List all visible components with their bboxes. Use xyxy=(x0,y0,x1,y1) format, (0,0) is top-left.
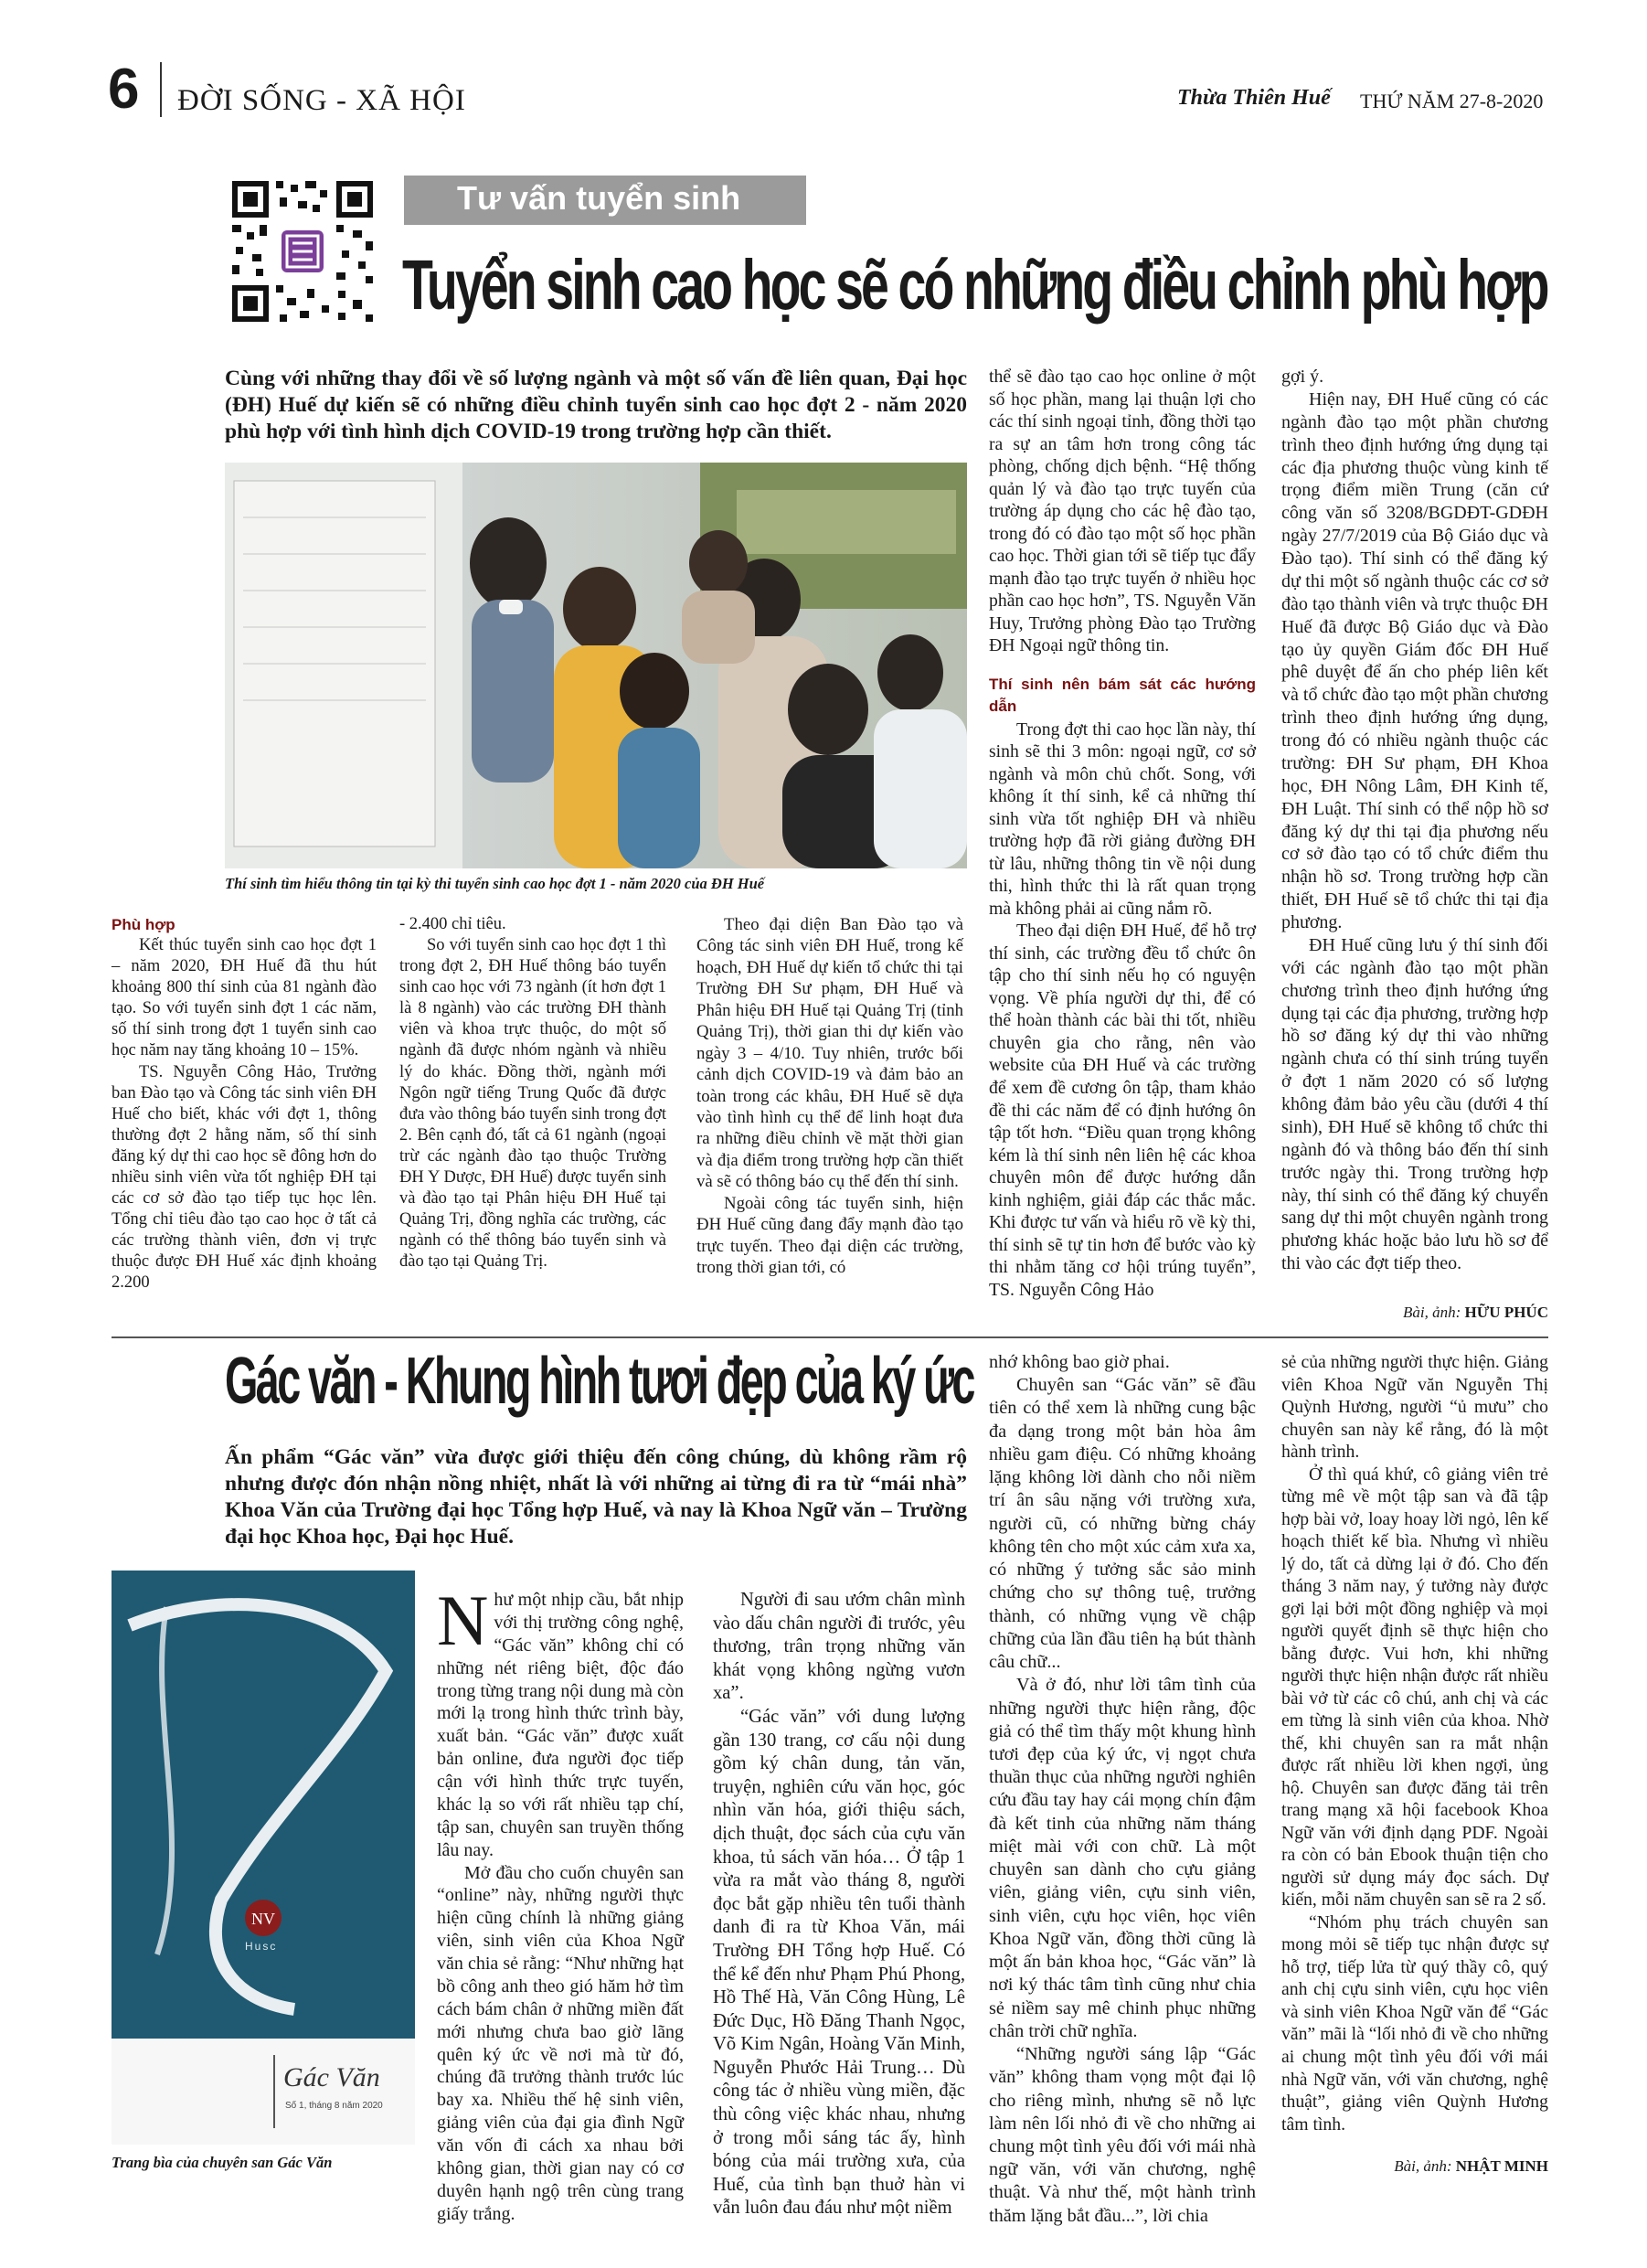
paragraph: So với tuyển sinh cao học đợt 1 thì trong đợt 2, ĐH Huế thông báo tuyển sinh cao học với 73 ngành (ít hơn đợt 1 là 8 ngành) vào các trường ĐH thành viên và khoa trực thuộc, do một số ngành đã được nhóm ngành và nhiều lý do khác. Đồng thời, ngành mới Ngôn ngữ tiếng Trung Quốc đã được đưa vào thông báo tuyển sinh trong đợt 2. Bên cạnh đó, tất cả 61 ngành (ngoại trừ các ngành đào tạo thuộc Trường ĐH Y Dược, ĐH Huế) được tuyển sinh và đào tạo tại Phân hiệu ĐH Huế tại Quảng Trị, đồng nghĩa các trường, các ngành có thể thông báo tuyển sinh và đào tạo tại Quảng Trị. xyxy=(399,936,666,1272)
article1-column-2 xyxy=(399,914,666,1272)
cover-illustration xyxy=(112,1571,415,2145)
article2-byline xyxy=(1281,2157,1548,2176)
article1-column-1 xyxy=(112,914,377,1294)
drop-cap: N xyxy=(437,1581,489,1660)
paragraph: Người đi sau ướm chân mình vào dấu chân người đi trước, yêu thương, trân trọng những văn khát vọng không ngừng vươn xa”. xyxy=(713,1590,965,1704)
paragraph: Trong đợt thi cao học lần này, thí sinh sẽ thi 3 môn: ngoại ngữ, cơ sở ngành và môn chủ chốt. Song, với không ít thí sinh, kể cả những thí sinh vừa tốt nghiệp ĐH và nhiều trường hợp đã rời giảng đường ĐH từ lâu, những thông tin về nội dung thi, hình thức thi là rất quan trọng mà không phải ai cũng nắm rõ. xyxy=(989,719,1256,919)
article2-column-4 xyxy=(1281,1351,1548,2135)
byline-author: NHẬT MINH xyxy=(1455,2157,1548,2175)
paragraph: sẻ của những người thực hiện. Giảng viên Khoa Ngữ văn Nguyễn Thị Quỳnh Hương, người “ủ mưu” cho chuyên san này kể rằng, đó là một hành trình. xyxy=(1281,1352,1548,1463)
issue-date: THỨ NĂM 27-8-2020 xyxy=(1360,90,1544,112)
qr-code-graphic xyxy=(228,177,377,325)
paragraph: nhớ không bao giờ phai. xyxy=(989,1352,1170,1372)
paragraph: Hiện nay, ĐH Huế cũng có các ngành đào tạo một phần chương trình theo định hướng ứng dụng tại các địa phương thuộc vùng kinh tế trọng điểm miền Trung (căn cứ công văn số 3208/BGDĐT-GDĐH ngày 27/7/2019 của Bộ Giáo dục và Đào tạo). Thí sinh có thể đăng ký dự thi một số ngành thuộc các cơ sở đào tạo thành viên và trực thuộc ĐH Huế đã được Bộ Giáo dục và Đào tạo ủy quyền Giám đốc ĐH Huế phê duyệt để ấn cho phép liên kết và tổ chức đào tạo một phần chương trình theo định hướng ứng dụng, trong đó có nhiều ngành thuộc các trường: ĐH Sư phạm, ĐH Khoa học, ĐH Nông Lâm, ĐH Kinh tế, ĐH Luật. Thí sinh có thể nộp hồ sơ đăng ký dự thi tại địa phương nếu cơ sở đào tạo có tổ chức điểm thu nhận hồ sơ. Trong trường hợp cần thiết, ĐH Huế sẽ tổ chức thi tại địa phương. xyxy=(1281,389,1548,932)
byline-label: Bài, ảnh: xyxy=(1403,1304,1461,1321)
article1-lead: Cùng với những thay đổi về số lượng ngành và một số vấn đề liên quan, Đại học (ĐH) Huế dự kiến sẽ có những điều chỉnh tuyển sinh cao học đợt 2 - năm 2020 phù hợp với tình hình dịch COVID-19 trong trường hợp cần thiết. xyxy=(225,367,967,443)
article1-column-4 xyxy=(989,366,1256,1301)
magazine-cover xyxy=(112,1571,415,2145)
paragraph: “Nhóm phụ trách chuyên san mong mỏi sẽ tiếp tục nhận được sự hỗ trợ, tiếp lửa từ quý thầy cô, quý anh chị cựu sinh viên, cựu học viên và sinh viên Khoa Ngữ văn để “Gác văn” mãi là “lối nhỏ đi về cho những ai chung một tình yêu đối với mái nhà Ngữ văn, với văn chương, nghệ thuật”, giảng viên Quỳnh Hương tâm tình. xyxy=(1281,1911,1548,2135)
paragraph: gợi ý. xyxy=(1281,367,1324,387)
header-divider xyxy=(160,62,162,117)
kicker-label: Tư vấn tuyển sinh xyxy=(457,179,741,217)
byline-author: HỮU PHÚC xyxy=(1464,1304,1548,1321)
article-separator xyxy=(112,1336,1548,1338)
paragraph: - 2.400 chỉ tiêu. xyxy=(399,915,506,933)
paragraph: thể sẽ đào tạo cao học online ở một số học phần, mang lại thuận lợi cho các thí sinh ngoại tỉnh, đồng thời tạo ra sự an tâm hơn trong công tác phòng, chống dịch bệnh. “Hệ thống quản lý và đào tạo trực tuyến của trường áp dụng cho các hệ đào tạo, trong đó có đào tạo một số học phần cao học. Thời gian tới sẽ tiếp tục đẩy mạnh đào tạo trực tuyến ở nhiều học phần cao học hơn”, TS. Nguyễn Văn Huy, Trưởng phòng Đào tạo Trường ĐH Ngoại ngữ thông tin. xyxy=(989,367,1256,656)
article1-photo xyxy=(225,463,967,868)
paragraph: Và ở đó, như lời tâm tình của những người thực hiện rằng, độc giả có thể tìm thấy một khung hình tươi đẹp của ký ức, vị ngọt chưa thuần thục của những người nghiên cứu đầu tay hay cái mọng chín đậm đà kết tinh của những năm tháng miệt mài với con chữ. Là một chuyên san dành cho cựu giảng viên, giảng viên, cựu sinh viên, sinh viên, cựu học viên, học viên Khoa Ngữ văn, đồng thời cũng là một ấn bản khoa học, “Gác văn” là nơi ký thác tâm tình cũng như chia sẻ niềm say mê chinh phục những chân trời chữ nghĩa. xyxy=(989,1675,1256,2041)
cover-caption: Trang bìa của chuyên san Gác Văn xyxy=(112,2154,333,2171)
paper-name: Thừa Thiên Huế xyxy=(1177,86,1331,110)
svg-text:NV: NV xyxy=(251,1910,275,1928)
paragraph xyxy=(437,1581,684,1862)
cover-title: Gác Văn xyxy=(283,2062,380,2092)
paragraph: Ở thì quá khứ, cô giảng viên trẻ từng mê về một tập san và đã tập hợp bài vở, loay hoay lời ngỏ, lên kế hoạch thiết kế bìa. Nhưng vì nhiều lý do, tất cả dừng lại ở đó. Cho đến tháng 3 năm nay, ý tưởng này được gợi lại bởi một đồng nghiệp và mọi người quyết định sẽ thực hiện cho bằng được. Vui hơn, khi những người thực hiện nhận được rất nhiều bài vở từ các cô chú, anh chị và các em từng là sinh viên của khoa. Nhờ thế, khi chuyên san ra mắt nhận được rất nhiều lời khen ngợi, ủng hộ. Chuyên san được đăng tải trên trang mạng xã hội facebook Khoa Ngữ văn với định dạng PDF. Ngoài ra còn có bản Ebook thuận tiện cho người sử dụng máy đọc sách. Dự kiến, mỗi năm chuyên san sẽ ra 2 số. xyxy=(1281,1464,1548,1911)
article2-headline: Gác văn - Khung hình tươi đẹp của ký ức xyxy=(225,1345,973,1418)
article1-byline xyxy=(1281,1304,1548,1322)
article1-column-5 xyxy=(1281,366,1548,1275)
paragraph: TS. Nguyễn Công Hảo, Trưởng ban Đào tạo và Công tác sinh viên ĐH Huế cho biết, khác với đợt 1, thông thường đợt 2 hằng năm, số thí sinh đăng ký dự thi cao học sẽ đông hơn do nhiều sinh viên vừa tốt nghiệp ĐH tại các cơ sở đào tạo tiếp tục học lên. Tổng chỉ tiêu đào tạo cao học ở tất cả các trường thành viên, đơn vị trực thuộc được ĐH Huế xác định khoảng 2.200 xyxy=(112,1062,377,1293)
article2-column-2 xyxy=(713,1589,965,2220)
byline-label: Bài, ảnh: xyxy=(1394,2157,1452,2175)
paragraph: Theo đại diện ĐH Huế, để hỗ trợ thí sinh, các trường đều tổ chức ôn tập cho thí sinh nếu họ có nguyện vọng. Về phía người dự thi, để có thể hoàn thành các bài thi tốt, nhiều chuyên gia cho rằng, nên vào website của ĐH Huế và các trường để xem đề cương ôn tập, tham khảo đề thi các năm để có định hướng ôn tập tốt hơn. “Điều quan trọng không kém là thí sinh nên liên hệ các khoa chuyên môn để được hướng dẫn kinh nghiệm, giải đáp các thắc mắc. Khi được tư vấn và hiểu rõ về kỳ thi, thí sinh sẽ tự tin hơn để bước vào kỳ thi nhằm tăng cơ hội trúng tuyển”, TS. Nguyễn Công Hảo xyxy=(989,921,1256,1300)
subhead-phu-hop: Phù hợp xyxy=(112,916,175,933)
paragraph-text: hư một nhịp cầu, bắt nhịp với thị trường công nghệ, “Gác văn” không chỉ có những nét riêng biệt, độc đáo trong từng trang nội dung mà còn mới lạ trong hình thức trình bày, xuất bản. “Gác văn” được xuất bản online, đưa người đọc tiếp cận với hình thức trực tuyến, khác lạ so với rất nhiều tạp chí, tập san, chuyên san truyền thống lâu nay. xyxy=(437,1590,684,1860)
paragraph: Kết thúc tuyển sinh cao học đợt 1 – năm 2020, ĐH Huế đã thu hút khoảng 800 thí sinh của 81 ngành đào tạo. So với tuyển sinh đợt 1 các năm, số thí sinh trong đợt 1 tuyển sinh cao học năm nay tăng khoảng 10 – 15%. xyxy=(112,936,377,1060)
cover-issue: Số 1, tháng 8 năm 2020 xyxy=(285,2101,383,2111)
paragraph: “Gác văn” với dung lượng gần 130 trang, cơ cấu nội dung gồm ký chân dung, tản văn, truyện, nghiên cứu văn học, góc nhìn văn hóa, giới thiệu sách, dịch thuật, đọc sách của cựu văn khoa, tủ sách văn hóa… Ở tập 1 vừa ra mắt vào tháng 8, người đọc bắt gặp nhiều tên tuổi thành danh đi ra từ Khoa Văn, mái Trường ĐH Tổng hợp Huế. Có thể kể đến như Phạm Phú Phong, Hồ Thế Hà, Văn Công Hùng, Lê Đức Dục, Hồ Đăng Thanh Ngọc, Võ Kim Ngân, Hoàng Văn Minh, Nguyễn Phước Hải Trung… Dù công tác ở nhiều vùng miền, đặc thù công việc khác nhau, nhưng ở trong mỗi sáng tác ấy, hình bóng của mái trường xưa, của Huế, của tình bạn thuở hàn vi vẫn luôn đau đáu như một niềm xyxy=(713,1706,965,2219)
paragraph: “Những người sáng lập “Gác văn” không tham vọng một đại lộ cho riêng mình, nhưng sẽ nỗ lực làm nên lối nhỏ đi về cho những ai chung một tình yêu đối với mái nhà ngữ văn, với văn chương, nghệ thuật. Và như thế, một hành trình thăm lặng bắt đầu...”, lời chia xyxy=(989,2044,1256,2226)
section-title: ĐỜI SỐNG - XÃ HỘI xyxy=(177,84,466,117)
page-number: 6 xyxy=(108,58,140,121)
paragraph: Chuyên san “Gác văn” sẽ đầu tiên có thể xem là những cung bậc đa dạng trong một bản hòa âm nhiều gam điệu. Có những khoảng lặng không lời dành cho nỗi niềm trí ân sâu nặng với trường xưa, người cũ, có những bừng cháy không tên cho một xúc cảm xưa xa, có những ý tưởng sắc sảo minh chứng cho sự thông tuệ, trưởng thành, có những vụng về chập chững của lần đầu tiên hạ bút thành câu chữ... xyxy=(989,1375,1256,1673)
paragraph: Mở đầu cho cuốn chuyên san “online” này, những người thực hiện cũng chính là những giảng viên, sinh viên của Khoa Ngữ văn chia sẻ rằng: “Như những hạt bồ công anh theo gió hăm hở tìm cách bám chân ở những miền đất mới nhưng chưa bao giờ lãng quên ký ức về nơi mà từ đó, chúng đã trưởng thành trước lúc bay xa. Nhiều thế hệ sinh viên, giảng viên của đại gia đình Ngữ văn vốn đi cách xa nhau bởi không gian, thời gian nay có cơ duyên hạnh ngộ trên cùng trang giấy trắng. xyxy=(437,1862,684,2224)
article1-photo-caption: Thí sinh tìm hiểu thông tin tại kỳ thi tuyển sinh cao học đợt 1 - năm 2020 của ĐH Huế xyxy=(225,875,765,892)
paragraph: Ngoài công tác tuyển sinh, hiện ĐH Huế cũng đang đẩy mạnh đào tạo trực tuyến. Theo đại diện các trường, trong thời gian tới, có xyxy=(696,1193,963,1277)
cover-logo-text: Husc xyxy=(245,1940,278,1953)
subhead-guidance: Thí sinh nên bám sát các hướng dẫn xyxy=(989,675,1256,716)
article2-column-3 xyxy=(989,1351,1256,2228)
article1-column-3 xyxy=(696,914,963,1278)
paragraph: ĐH Huế cũng lưu ý thí sinh đối với các ngành đào tạo một phần chương trình theo định hướng ứng dụng tại các địa phương, trường hợp hồ sơ đăng ký dự thi vào những ngành chưa có thí sinh trúng tuyển ở đợt 1 năm 2020 có số lượng không đảm bảo yêu cầu (dưới 4 thí sinh), ĐH Huế sẽ không tổ chức thi ngành đó và thông báo đến thí sinh trước ngày thi. Trong trường hợp này, thí sinh có thể đăng ký chuyển sang dự thi một chuyên ngành trong phương khác hoặc bảo lưu hồ sơ để thi vào các đợt tiếp theo. xyxy=(1281,934,1548,1274)
article2-column-1 xyxy=(437,1581,684,2226)
article1-headline: Tuyển sinh cao học sẽ có những điều chỉnh phù hợp xyxy=(402,246,1547,325)
paragraph: Theo đại diện Ban Đào tạo và Công tác sinh viên ĐH Huế, trong kế hoạch, ĐH Huế dự kiến tổ chức thi tại Trường ĐH Sư phạm, ĐH Huế và Phân hiệu ĐH Huế tại Quảng Trị (tỉnh Quảng Trị), thời gian thi dự kiến vào ngày 3 – 4/10. Tuy nhiên, trước bối cảnh dịch COVID-19 và đảm bảo an toàn trong các khâu, ĐH Huế sẽ dựa vào tình hình cụ thể để linh hoạt đưa ra những điều chỉnh về mặt thời gian và địa điểm trong trường hợp cần thiết và sẽ có thông báo cụ thể đến thí sinh. xyxy=(696,915,963,1192)
qr-code[interactable] xyxy=(228,177,377,325)
article2-lead: Ấn phẩm “Gác văn” vừa được giới thiệu đến công chúng, dù không rầm rộ nhưng được đón nhận nồng nhiệt, nhất là với những ai từng đi ra từ “mái nhà” Khoa Văn của Trường đại học Tổng hợp Huế, và nay là Khoa Ngữ văn – Trường đại học Khoa học, Đại học Huế. xyxy=(225,1445,967,1549)
students-photo-illustration xyxy=(225,463,967,868)
